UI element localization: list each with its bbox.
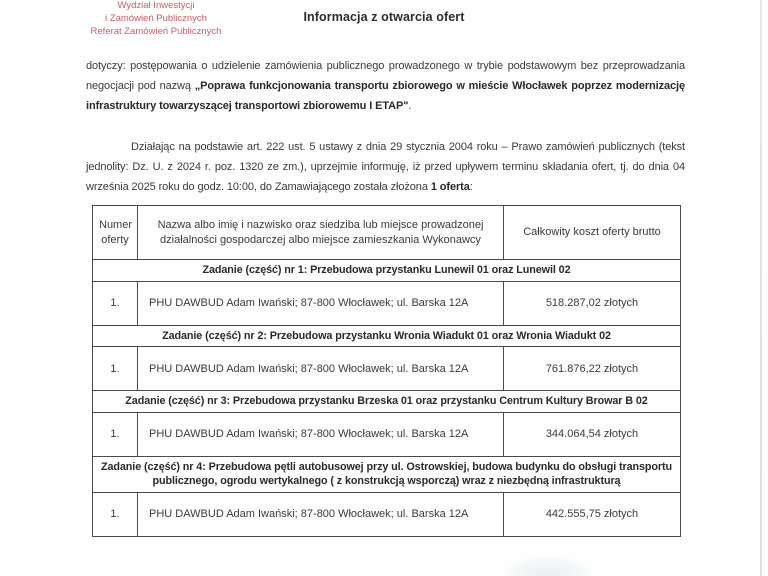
contractor-cell: PHU DAWBUD Adam Iwański; 87-800 Włocławek; ul. Barska 12A [138, 281, 504, 325]
price-cell: 344.064,54 złotych [504, 412, 681, 456]
subject-paragraph [86, 56, 685, 116]
contractor-cell: PHU DAWBUD Adam Iwański; 87-800 Włocławek; ul. Barska 12A [138, 492, 504, 536]
offer-number-cell: 1. [93, 412, 138, 456]
col-header-contractor: Nazwa albo imię i nazwisko oraz siedziba lub miejsce prowadzonej działalności gospodarczej albo miejsce zamieszkania Wykonawcy [138, 206, 504, 260]
task-band-4 [93, 456, 681, 492]
department-line-3: Referat Zamówień Publicznych [90, 25, 222, 37]
contractor-cell: PHU DAWBUD Adam Iwański; 87-800 Włocławek; ul. Barska 12A [138, 412, 504, 456]
col-header-offer-number: Numer oferty [93, 206, 138, 260]
price-cell: 761.876,22 złotych [504, 347, 681, 391]
col-header-gross-price: Całkowity koszt oferty brutto [504, 206, 681, 260]
subject-project-name: „Poprawa funkcjonowania transportu zbiorowego w mieście Włocławek poprzez modernizację infrastruktury towarzyszącej transportowi zbiorowemu I ETAP" [86, 80, 686, 112]
offer-number-cell: 1. [93, 492, 138, 536]
legal-offer-count: 1 oferta [430, 181, 470, 193]
offer-number-cell: 1. [93, 281, 138, 325]
legal-text: Działając na podstawie art. 222 ust. 5 ustawy z dnia 29 stycznia 2004 roku – Prawo zamówień publicznych (tekst jednolity: Dz. U. z 2024 r. poz. 1320 ze zm.), uprzejmie informuję, iż przed upływem terminu składania ofert, tj. do dnia 04 września 2025 roku do godz. 10:00, do Zamawiającego została złożona [86, 141, 685, 193]
subject-tail: . [408, 100, 412, 112]
price-cell: 518.287,02 złotych [504, 281, 681, 325]
legal-tail: : [469, 181, 473, 193]
subject-text: dotyczy: postępowania o udzielenie zamówienia publicznego prowadzonego w trybie podstawowym bez przeprowadzania negocjacji pod nazwą [86, 60, 685, 92]
page-title: Informacja z otwarcia ofert [303, 10, 465, 24]
offer-number-cell: 1. [93, 347, 138, 391]
offer-row-task-3 [93, 412, 681, 456]
scan-artifact-line [760, 0, 762, 576]
legal-paragraph [86, 137, 685, 197]
stamp-remnant [505, 556, 591, 576]
task-2-title: Zadanie (część) nr 2: Przebudowa przystanku Wronia Wiadukt 01 oraz Wronia Wiadukt 02 [93, 325, 681, 347]
task-band-2 [93, 325, 681, 347]
task-band-3 [93, 391, 681, 413]
table-header-row [93, 206, 681, 260]
department-line-1: Wydział Inwestycji [117, 0, 195, 11]
contractor-cell: PHU DAWBUD Adam Iwański; 87-800 Włocławek; ul. Barska 12A [138, 347, 504, 391]
price-cell: 442.555,75 złotych [504, 492, 681, 536]
offer-row-task-4 [93, 492, 681, 536]
offer-row-task-2 [93, 347, 681, 391]
task-band-1 [93, 260, 681, 282]
offer-row-task-1 [93, 281, 681, 325]
task-3-title: Zadanie (część) nr 3: Przebudowa przystanku Brzeska 01 oraz przystanku Centrum Kultury Browar B 02 [93, 391, 681, 413]
task-4-title: Zadanie (część) nr 4: Przebudowa pętli autobusowej przy ul. Ostrowskiej, budowa budynku do obsługi transportu publicznego, ogrodu wertykalnego ( z konstrukcją wsporczą) wraz z niezbędną infrastrukturą [93, 456, 681, 492]
department-line-2: i Zamówień Publicznych [105, 12, 207, 24]
task-1-title: Zadanie (część) nr 1: Przebudowa przystanku Lunewil 01 oraz Lunewil 02 [93, 260, 681, 282]
offers-table [92, 205, 681, 537]
